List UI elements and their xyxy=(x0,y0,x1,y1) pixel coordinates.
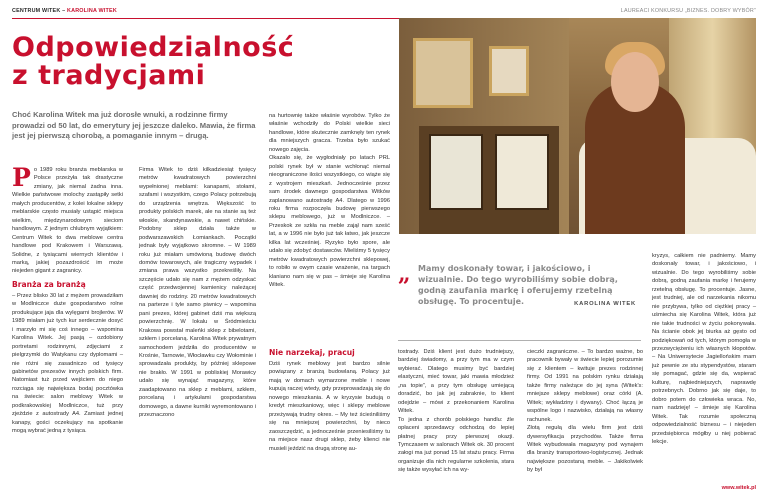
paragraph: Okazało się, że wygłodniały po latach PRL polski rynek był w stanie wchłonąć niemal nieograniczone ilości wszystkiego, co wiąże się z wystrojem mieszkań. Jednocześnie przez sam środek dawnego gospodarstwa Witków zaplanowano autostradę A4. Dlatego w 1996 roku firma rozpoczęła budowę pierwszego sklepu meblowego, już w Modlniczce. – Przeskok ze szkła na meble zajął nam sześć lat, a w 1996 nie było już tak łatwo, jak jeszcze kilka lat wcześniej. Ryzyko było spore, ale udało się zdobyć dostawców. Mieliśmy 5 tysięcy metrów kwadratowych powierzchni sklepowej, to robiło w owym czasie wrażenie, na targach klaniano nam się w pas – śmieje się Karolina Witek. xyxy=(269,155,390,289)
pull-quote-author: KAROLINA WITEK xyxy=(574,301,636,307)
portrait-photo xyxy=(399,18,756,234)
website-link[interactable]: www.witek.pl xyxy=(721,485,756,491)
paragraph: tostrady. Dziś klient jest dużo trudniejszy, bardziej świadomy, a przy tym ma w czym wybierać. Dlatego musimy być bardziej elastyczni, mieć towar, jaki mawia młodzież „na topie”, a przy tym obsługę umiejącą doradzić, bo jak jej zabraknie, to klient odejdzie – mówi z przekonaniem Karolina Witek. xyxy=(398,349,514,415)
column-2 xyxy=(139,166,256,492)
paragraph: – Przez blisko 30 lat z mężem prowadziłam w Modlniczce duże gospodarstwo rolne produkujące jaja dla wylęgarni brojlerów. W 1989 miałam już tych kur serdecznie dosyć i marzyło mi się coś innego – wspomina Karolina Witek. Jej pasją – ozdobiony portretami rodzinnymi, zdjęciami z pielgrzymki do Watykanu czy dyplomami – nie różni się zasadniczo od tysięcy gabinetów prezesów innych polskich firm. Natomiast tuż przed wejściem do niego rozciąga się największa bodaj pocztówka na świecie: salon meblowy Witek w podkrakowskiej Modlniczce, tuż przy zjeździe z autostrady A4. Zamiast jednej kanapy, gości oczekujący na spotkanie mogą wybrać jedną z tysiąca. xyxy=(12,292,123,435)
column-6 xyxy=(652,252,756,478)
person-face xyxy=(611,52,659,112)
column-1 xyxy=(12,163,123,492)
column-5 xyxy=(527,348,643,494)
contest-header: LAUREACI KONKURSU „BIZNES. DOBRY WYBÓR” xyxy=(620,8,756,14)
article-lead: Choć Karolina Witek ma już dorosłe wnuki, a rodzinne firmy prowadzi od 50 lat, do emerytury jej jeszcze daleko. Mawia, że firma jest jej pierwszą chorobą, a pomaganie innym – drugą. xyxy=(12,110,256,140)
title-line-1: Odpowiedzialność xyxy=(12,32,295,63)
column-3-top xyxy=(269,112,390,289)
paragraph: Firma Witek to dziś kilkadziesiąt tysięcy metrów kwadratowych powierzchni wypełnionej meblami: kanapami, stołami, szafami i wszystkim, czego Polacy potrzebują do urządzenia wnętrza. Większość to produkty polskich marek, ale na stanie są też włoskie, skandynawskie, a nawet chińskie. Podobny sklep działa także w podwarszawskich Łomiankach. Początki jednak były wyjątkowo skromne. – W 1989 roku już miałam umówioną budowę dwóch domów towarowych, ale tragiczny wypadek i zmiana prawa wszystko przekreśliły. Na szczęście udało się nam z mężem odzyskać część przedwojennej kamienicy należącej dawniej do rodziny. 20 metrów kwadratowych na parterze i tyle samo piwnicy – wspomina pani prezes, której gabinet dziś ma większą powierzchnię. W lokalu w Śródmieściu Krakowa powstał maleńki sklep z bibelotami, szkłem i porcelaną. Karolina Witek prywatnym samochodem jeździła do producentów w Krośnie, Tarnowie, Włocławku czy Wołominie i sprowadzała produkty, by później sklepowe nie brakło. W 1991 w pobliskiej Morawicy udało się wynająć magazyny, które zaadaptowano na sklep z meblami, szkłem, porcelaną i artykułami gospodarstwa domowego, a dawne kurniki wyremontowano i przeznaczono xyxy=(139,167,256,419)
section-name: CENTRUM WITEK xyxy=(12,8,61,14)
column-4 xyxy=(398,348,514,494)
picture-frame xyxy=(489,46,529,96)
paragraph-text: o 1989 roku branża meblarska w Polsce przeżyła tak drastyczne zmiany, jak niemal żadna inna. Wielkie państwowe molochy zastąpiły setki małych producentów, z kolei lokalne sklepy meblarskie często musiały ustąpić miejsca wielkim, międzynarodowym sieciom handlowym. Z jednym chlubnym wyjątkiem: Centrum Witek to dwa meblowe centra handlowe pod Krakowem i Warszawą. Solidne, z tysiącami wiernych klientów i marką, jakiej pozazdrościć im może niejeden gigant z zagranicy. xyxy=(12,167,123,275)
paragraph: Dziś rynek meblowy jest bardzo silnie powiązany z branżą budowlaną. Polacy już mają w domach wymarzone meble i nowe kupują raczej wtedy, gdy przeprowadzają się do nowego mieszkania. A w kryzysie budują o kredyt mieszkaniowy, więc i sklepy meblowe przeżywają trudny okres. – My też ścieśniliśmy się na mniejszej powierzchni, by nieco zaoszczędzić, a jednocześnie przeniesiliśmy tu na miejsce nasz drugi sklep, żeby klienci nie musieli jeździć na drugą stronę au- xyxy=(269,361,390,452)
picture-frame xyxy=(413,38,473,108)
article-title xyxy=(12,34,342,90)
paragraph: kryzys, całkiem nie padniemy. Mamy doskonały towar, i jakościowo, i wizualnie. Do tego wyrobiliśmy sobie dobrą, godną zaufania markę i ferujemy rzetelną obsługę. To procentuje. Jasne, jest trudniej, ale od narzekania nikomu nie przybywa, tylko od ciężkiej pracy – uśmiecha się Karolina Witek, która już nie takie trudności w życiu pokonywała. Na ścianie obok jej biurka aż gęsto od podziękowań od tych, którym pomogła w przezwyciężeniu ich własnych kłopotów. – Na Uniwersytecie Jagiellońskim mam już pewnie ze stu stypendystów, staram się pomagać, gdzie się da, wspierać kulturę, najbiedniejszych, naprawdę potrzebnych. Dobrno jak się daje, to dobro potem do człowieka wraca. No, nam nadzieję! – śmieje się Karolina Witek. Tak rozumie społeczną odpowiedzialność biznesu – i niejeden przedsiębiorca mógłby u niej pobierać lekcje. xyxy=(652,253,756,445)
paragraph: To jedna z chorób polskiego handlu: źle opłaceni sprzedawcy odchodzą do lepiej płatnej pracy przy pierwszej okazji. Tymczasem w salonach Witek ok. 30 procent załogi ma już ponad 15 lat stażu pracy. Firma organizuje dla nich regularne szkolenia, stara się także wysyłać ich na wy- xyxy=(398,416,514,474)
paragraph: Złotą regułą dla wielu firm jest dziś dywersyfikacja przychodów. Także firma Witek wybudowała magazyny pod wynajem dla branży transportowo-logistycznej. Jednak największe pozostaną meble. – Jakikolwiek by był xyxy=(527,425,643,474)
drop-cap: P xyxy=(12,163,31,192)
quote-icon: „ xyxy=(398,261,411,287)
section-brand: KAROLINA WITEK xyxy=(67,8,117,14)
paragraph xyxy=(12,163,123,276)
section-separator: – xyxy=(60,8,68,14)
subheading: Nie narzekaj, pracuj xyxy=(269,348,355,357)
title-line-2: z tradycjami xyxy=(12,60,206,91)
paragraph: cieczki zagraniczne. – To bardzo ważne, bo pracownik bywały w świecie lepiej porozumie się z klientem – kwituje prezes rodzinnej firmy. Od 1991 na polskim rynku działają także firmy należące do jej syna (Witek's: mniejsze sklepy meblowe) oraz córki (A. Witek; wykładziny i dywany). Choć łączą je wspólne logo i nazwisko, działają na własny rachunek. xyxy=(527,349,643,423)
section-header xyxy=(12,8,117,14)
quote-divider xyxy=(398,340,641,341)
paragraph: na hurtownię także właśnie wyrobów. Tylko że właśnie wchodziły do Polski wielkie sieci handlowe, które skutecznie zamknęły ten rynek dla mniejszych gracza. Trzeba było szukać nowego zajęcia. xyxy=(269,113,390,153)
column-3-bottom xyxy=(269,348,390,494)
subheading: Branża za branżą xyxy=(12,279,86,289)
pull-quote: Mamy doskonały towar, i jakościowo, i wizualnie. Do tego wyrobiliśmy sobie dobrą, godną zaufania markę i oferujemy rzetelną obsługę. To procentuje. xyxy=(418,264,618,306)
